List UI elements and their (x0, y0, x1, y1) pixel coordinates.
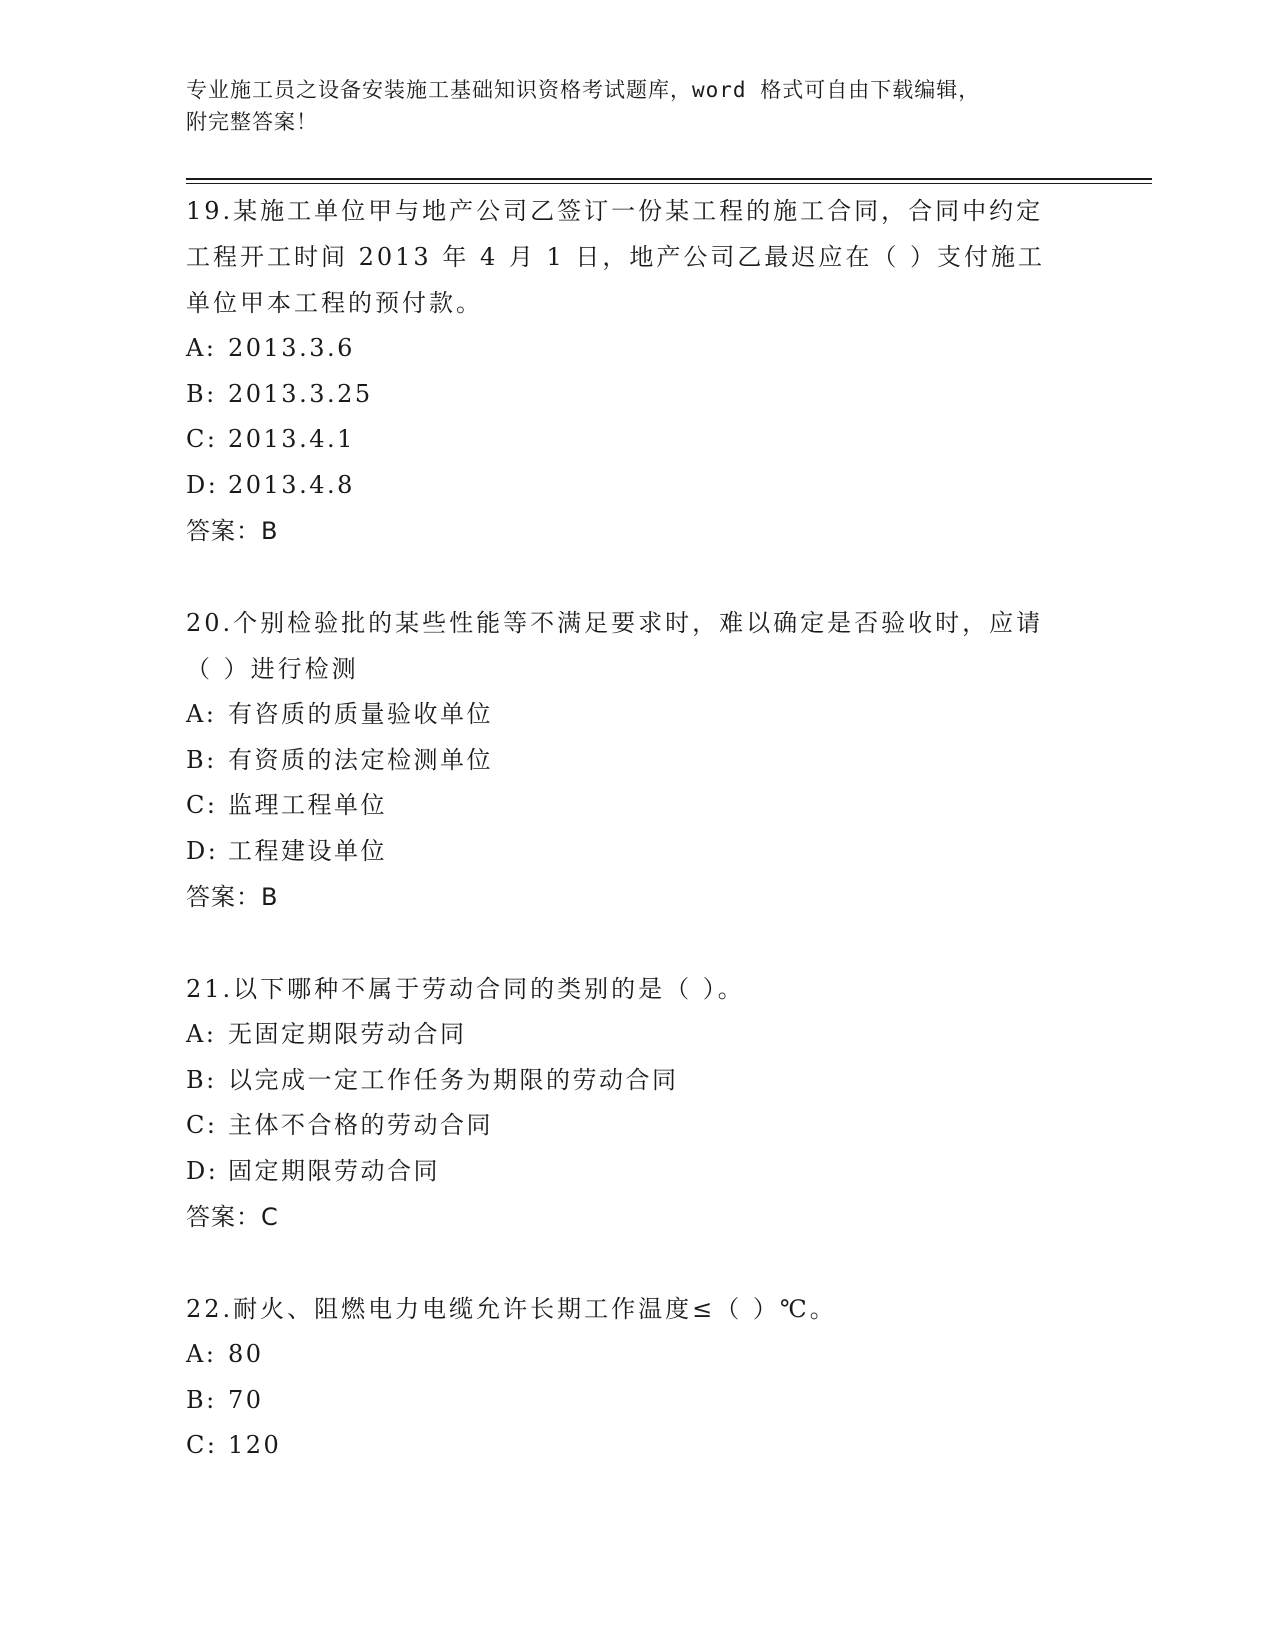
option-text: 120 (228, 1431, 282, 1459)
header-divider-thick (186, 178, 1152, 180)
option-b (186, 372, 1066, 418)
option-label: A: (186, 700, 217, 728)
question-text: 22.耐火、阻燃电力电缆允许长期工作温度≤（ ）℃。 (186, 1295, 837, 1323)
option-text: 有咨质的质量验收单位 (228, 700, 493, 728)
option-c (186, 1423, 1066, 1469)
option-a (186, 692, 1066, 738)
answer-text: 答案：B (186, 883, 279, 911)
header-line-1: 专业施工员之设备安装施工基础知识资格考试题库，word 格式可自由下载编辑， (186, 78, 981, 102)
question-list (186, 188, 1066, 1515)
option-c (186, 417, 1066, 463)
question-text: 19.某施工单位甲与地产公司乙签订一份某工程的施工合同，合同中约定工程开工时间 2013 年 4 月 1 日，地产公司乙最迟应在（ ）支付施工单位甲本工程的预付款。 (186, 197, 1046, 317)
option-b (186, 1378, 1066, 1424)
answer-text: 答案：C (186, 1203, 279, 1231)
option-label: C: (186, 791, 218, 819)
option-text: 70 (228, 1385, 264, 1414)
option-label: A: (186, 334, 217, 362)
question-19 (186, 188, 1066, 554)
option-d (186, 829, 1066, 875)
header-line-2: 附完整答案！ (186, 110, 318, 134)
question-22 (186, 1286, 1066, 1469)
option-b (186, 738, 1066, 784)
option-label: D: (186, 1156, 219, 1185)
option-text: 工程建设单位 (228, 836, 387, 865)
option-label: B: (186, 1385, 217, 1414)
option-c (186, 783, 1066, 829)
option-text: 主体不合格的劳动合同 (228, 1111, 493, 1139)
option-label: D: (186, 470, 219, 499)
option-label: A: (186, 1340, 217, 1368)
question-21 (186, 966, 1066, 1240)
question-text: 21.以下哪种不属于劳动合同的类别的是（ ）。 (186, 975, 745, 1003)
option-a (186, 1012, 1066, 1058)
option-a (186, 1332, 1066, 1378)
option-c (186, 1103, 1066, 1149)
option-label: B: (186, 745, 217, 774)
option-text: 以完成一定工作任务为期限的劳动合同 (228, 1065, 679, 1094)
question-text: 20.个别检验批的某些性能等不满足要求时，难以确定是否验收时，应请（ ）进行检测 (186, 609, 1044, 683)
question-20 (186, 600, 1066, 920)
option-a (186, 326, 1066, 372)
option-label: A: (186, 1020, 217, 1048)
option-label: B: (186, 1065, 217, 1094)
option-label: C: (186, 1111, 218, 1139)
answer-text: 答案：B (186, 517, 279, 545)
option-d (186, 463, 1066, 509)
option-label: C: (186, 425, 218, 453)
option-text: 2013.4.8 (228, 470, 355, 499)
option-text: 2013.4.1 (228, 425, 355, 453)
header-divider-thin (186, 183, 1152, 184)
option-d (186, 1149, 1066, 1195)
option-text: 无固定期限劳动合同 (228, 1020, 467, 1048)
option-text: 80 (228, 1340, 264, 1368)
option-text: 固定期限劳动合同 (228, 1156, 440, 1185)
option-text: 2013.3.6 (228, 334, 355, 362)
option-text: 有资质的法定检测单位 (228, 745, 493, 774)
option-text: 2013.3.25 (228, 379, 373, 408)
document-header (186, 74, 1066, 138)
option-label: C: (186, 1431, 218, 1459)
option-text: 监理工程单位 (228, 791, 387, 819)
option-label: D: (186, 836, 219, 865)
option-label: B: (186, 379, 217, 408)
option-b (186, 1058, 1066, 1104)
